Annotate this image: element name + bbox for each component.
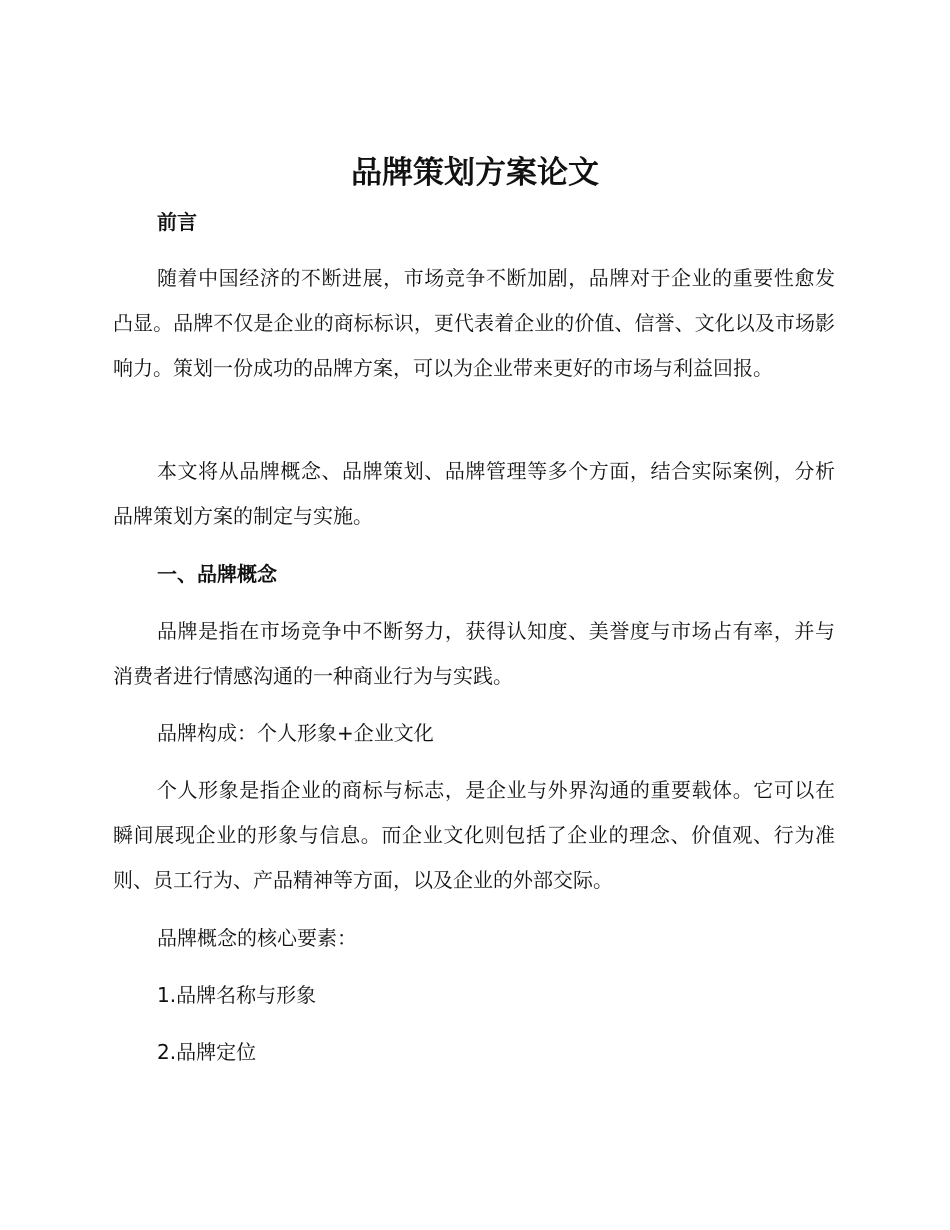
list-item: 2.品牌定位 [157,1040,257,1064]
list-item: 1.品牌名称与形象 [157,983,317,1007]
preface-paragraph-1: 随着中国经济的不断进展，市场竞争不断加剧，品牌对于企业的重要性愈发凸显。品牌不仅是企业的商标标识，更代表着企业的价值、信誉、文化以及市场影响力。策划一份成功的品牌方案，可以为企业带来更好的市场与利益回报。 [113,266,835,380]
section-1-paragraph-2: 个人形象是指企业的商标与标志，是企业与外界沟通的重要载体。它可以在瞬间展现企业的形象与信息。而企业文化则包括了企业的理念、价值观、行为准则、员工行为、产品精神等方面，以及企业的外部交际。 [113,778,835,892]
preface-paragraph-2: 本文将从品牌概念、品牌策划、品牌管理等多个方面，结合实际案例，分析品牌策划方案的制定与实施。 [113,459,835,528]
section-1-paragraph-1: 品牌是指在市场竞争中不断努力，获得认知度、美誉度与市场占有率，并与消费者进行情感沟通的一种商业行为与实践。 [113,619,835,688]
document-title: 品牌策划方案论文 [351,155,599,191]
core-elements-label: 品牌概念的核心要素： [157,926,357,950]
preface-heading: 前言 [157,210,197,234]
section-1-heading: 一、品牌概念 [157,562,277,586]
brand-composition-line: 品牌构成：个人形象+企业文化 [157,721,434,745]
